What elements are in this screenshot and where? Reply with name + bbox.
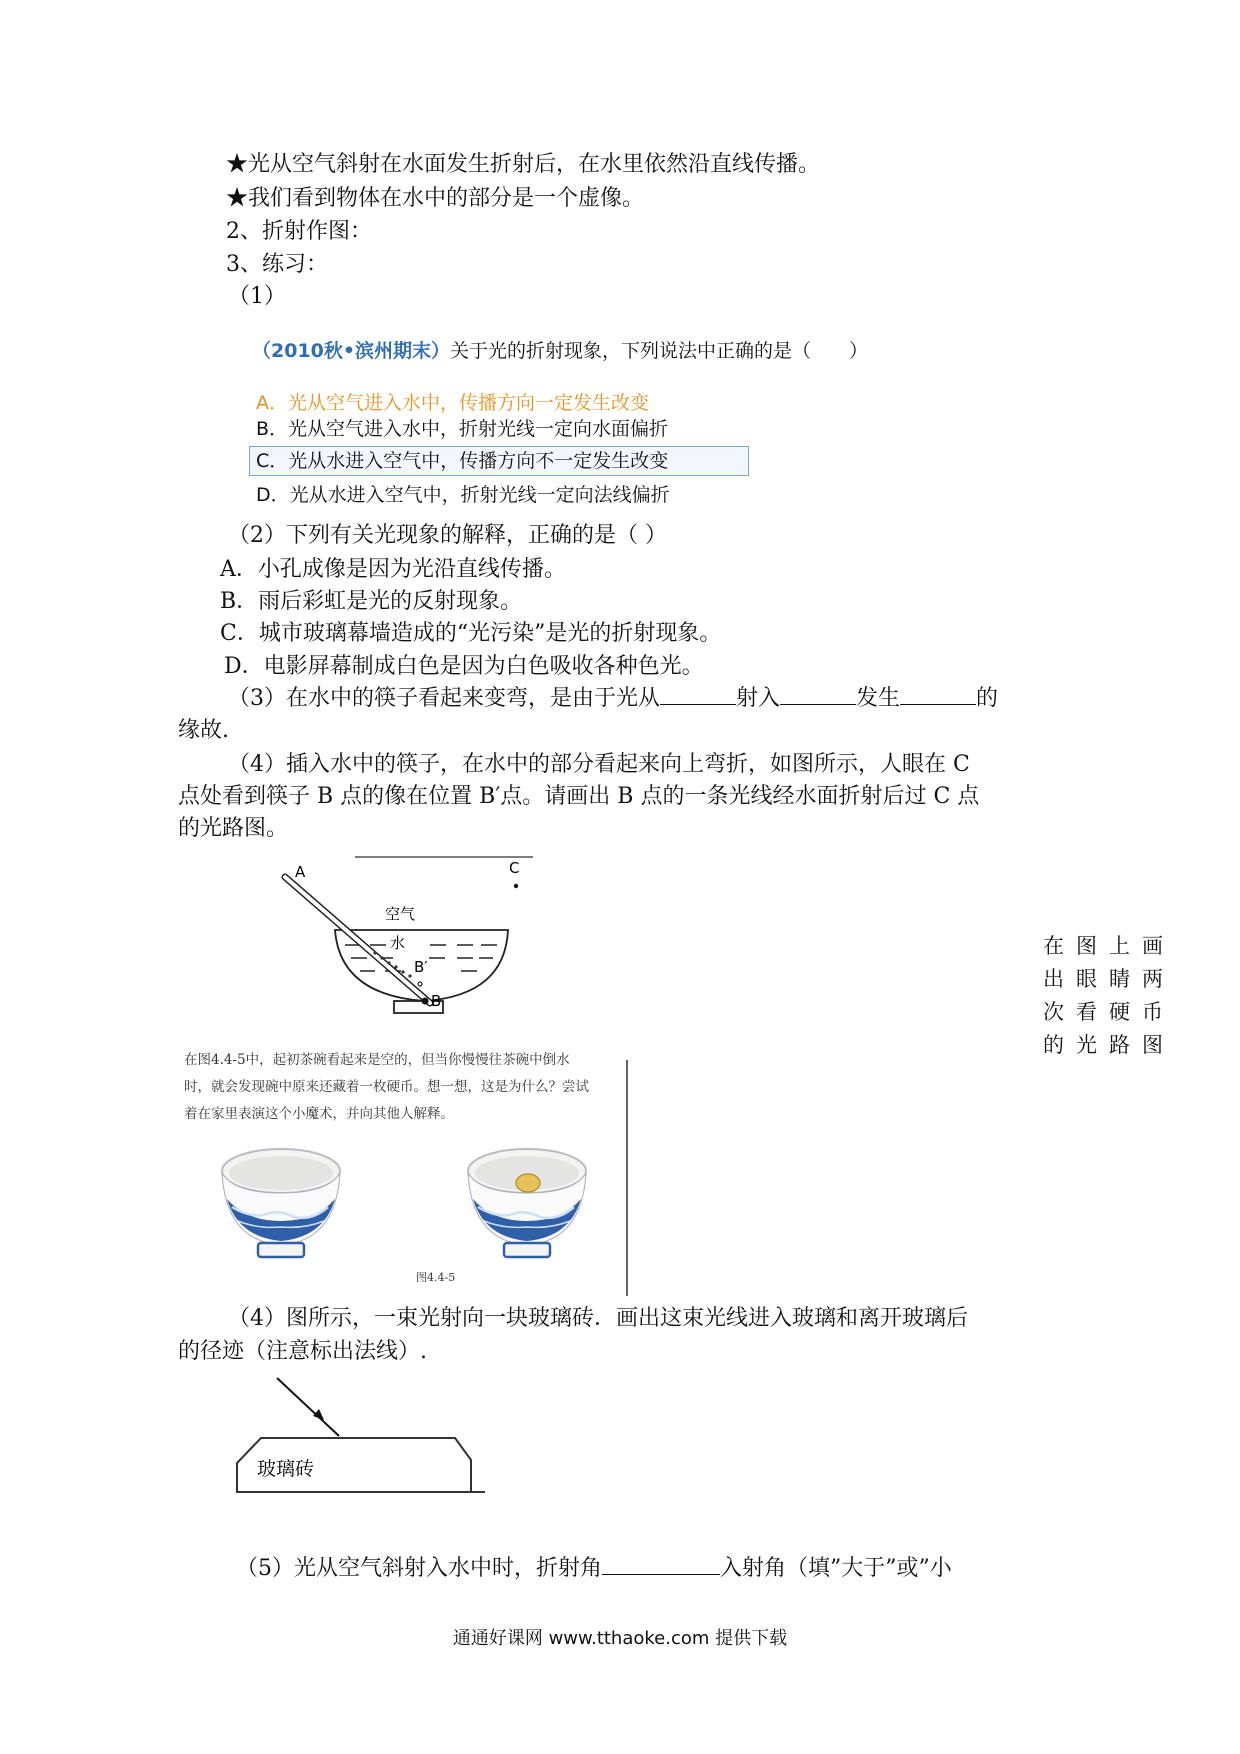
q4-line-1: （4）插入水中的筷子，在水中的部分看起来向上弯折，如图所示，人眼在 C — [228, 752, 970, 777]
ray-arrow-icon — [313, 1409, 324, 1420]
label-b-prime: B′ — [414, 958, 428, 976]
q6-part-2: 入射角（填”大于”或”小 — [720, 1556, 952, 1581]
q3-line-1 — [228, 684, 998, 714]
q5-line-1: （4）图所示，一束光射向一块玻璃砖．画出这束光线进入玻璃和离开玻璃后 — [228, 1306, 968, 1331]
side-note — [1043, 930, 1163, 1062]
q4-line-3: 的光路图。 — [178, 816, 289, 841]
book-line-3: 着在家里表演这个小魔术，并向其他人解释。 — [184, 1106, 454, 1122]
q6-part-1: （5）光从空气斜射入水中时，折射角 — [236, 1556, 602, 1581]
chopstick-inner — [285, 877, 430, 1003]
point-b — [422, 998, 429, 1005]
q4-line-2: 点处看到筷子 B 点的像在位置 B′点。请画出 B 点的一条光线经水面折射后过 C 点 — [178, 784, 980, 809]
q3-blank-2[interactable] — [780, 684, 856, 705]
q3-line-2: 缘故. — [178, 718, 229, 743]
side-note-line-2: 出眼睛两 — [1043, 967, 1163, 991]
figure-caption: 图4.4-5 — [416, 1271, 456, 1284]
label-a: A — [295, 863, 306, 881]
q1-option-a: A．光从空气进入水中，传播方向一定发生改变 — [256, 392, 649, 414]
note-star-2: ★我们看到物体在水中的部分是一个虚像。 — [226, 186, 645, 211]
side-note-line-1: 在图上画 — [1043, 934, 1163, 958]
q3-part-1: （3）在水中的筷子看起来变弯，是由于光从 — [228, 686, 660, 711]
q2-option-d: D．电影屏幕制成白色是因为白色吸收各种色光。 — [224, 654, 704, 679]
q1-option-c: C．光从水进入空气中，传播方向不一定发生改变 — [256, 450, 669, 472]
label-water: 水 — [390, 934, 406, 952]
label-air: 空气 — [385, 905, 416, 923]
coin-bowl-image — [464, 1145, 590, 1265]
q1-option-b: B．光从空气进入水中，折射光线一定向水面偏折 — [256, 418, 669, 440]
incident-ray — [277, 1378, 339, 1436]
q5-line-2: 的径迹（注意标出法线）. — [178, 1339, 427, 1364]
q1-stem — [252, 338, 868, 364]
item-2-heading: 2、折射作图： — [226, 219, 372, 244]
side-note-line-3: 次看硬币 — [1043, 1000, 1163, 1024]
q3-blank-3[interactable] — [900, 684, 976, 705]
side-note-line-4: 的光路图 — [1043, 1033, 1163, 1057]
item-3-heading: 3、练习： — [226, 252, 328, 277]
q6-line-1 — [236, 1554, 952, 1584]
q2-option-c: C．城市玻璃幕墙造成的“光污染”是光的折射现象。 — [220, 621, 722, 646]
note-star-1: ★光从空气斜射在水面发生折射后，在水里依然沿直线传播。 — [226, 152, 821, 177]
q3-part-3: 发生 — [856, 686, 901, 711]
q2-option-b: B．雨后彩虹是光的反射现象。 — [220, 589, 523, 614]
point-b-prime — [418, 982, 422, 986]
book-line-2: 时，就会发现碗中原来还藏着一枚硬币。想一想，这是为什么？尝试 — [184, 1079, 589, 1095]
excerpt-divider — [626, 1060, 628, 1296]
q2-stem: （2）下列有关光现象的解释，正确的是（ ） — [228, 523, 667, 548]
q3-part-2: 射入 — [736, 686, 781, 711]
q6-blank[interactable] — [602, 1554, 720, 1575]
book-line-1: 在图4.4-5中，起初茶碗看起来是空的，但当你慢慢往茶碗中倒水 — [184, 1052, 570, 1068]
q2-option-a: A．小孔成像是因为光沿直线传播。 — [220, 557, 566, 582]
q3-part-4: 的 — [976, 686, 999, 711]
page-footer: 通通好课网 www.tthaoke.com 提供下载 — [452, 1628, 788, 1649]
chopstick-bowl-figure — [265, 855, 535, 1025]
q1-source: （2010秋•滨州期末） — [252, 340, 451, 362]
label-c: C — [509, 859, 520, 877]
q1-stem-text: 关于光的折射现象，下列说法中正确的是（ ） — [450, 340, 869, 362]
label-b: B — [431, 992, 442, 1010]
empty-bowl-image — [218, 1145, 344, 1265]
q3-blank-1[interactable] — [660, 684, 736, 705]
glass-brick-figure — [235, 1372, 485, 1494]
glass-brick-label: 玻璃砖 — [257, 1458, 315, 1480]
q1-option-d: D．光从水进入空气中，折射光线一定向法线偏折 — [256, 484, 670, 506]
point-c — [514, 884, 518, 888]
coin — [516, 1174, 540, 1192]
sub-item-1: （1） — [228, 284, 286, 309]
